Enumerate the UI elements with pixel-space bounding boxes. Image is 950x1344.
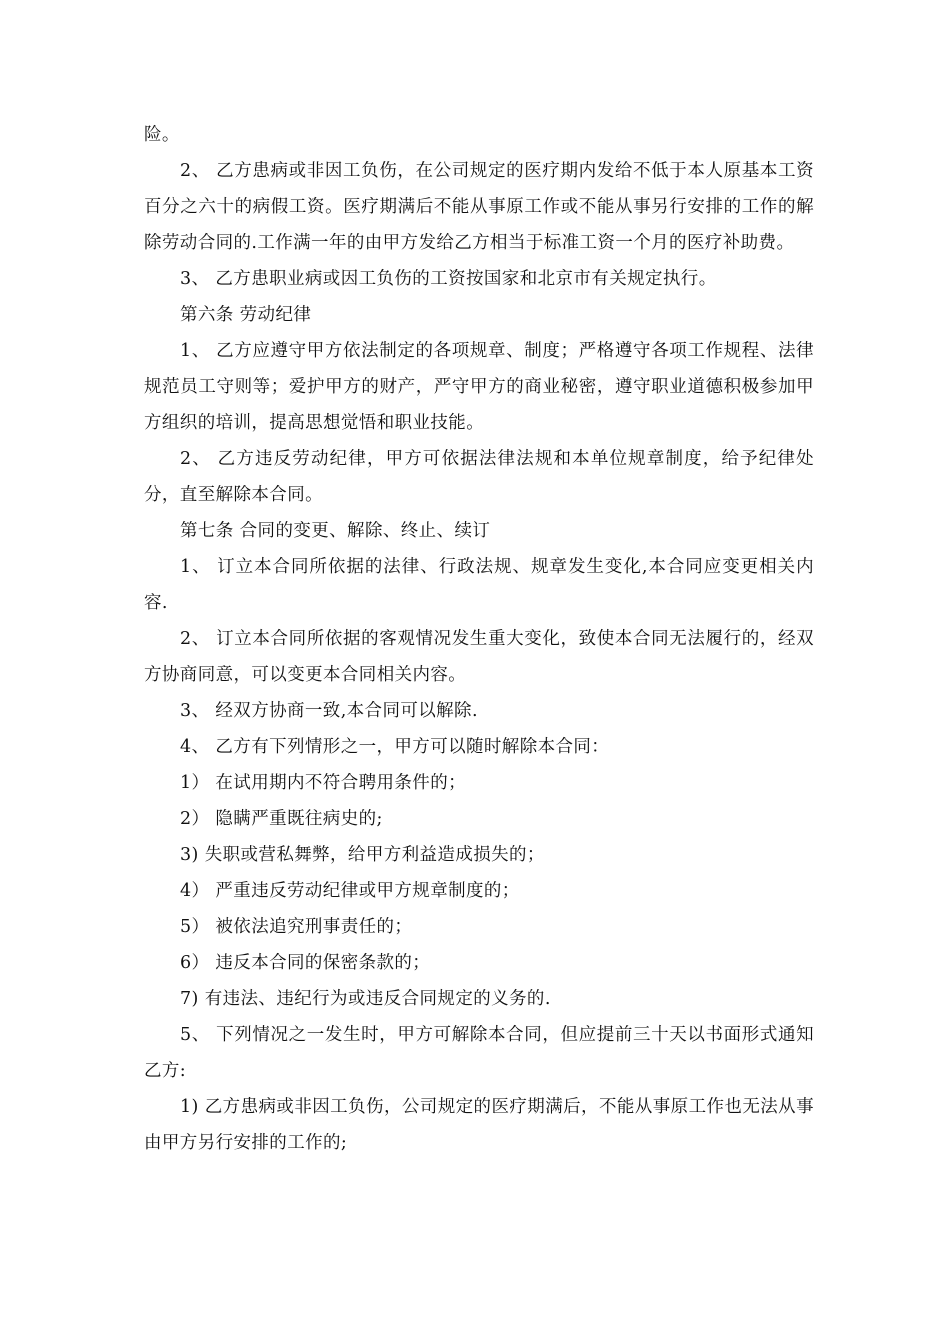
paragraph-article-7-item-4: 4、 乙方有下列情形之一，甲方可以随时解除本合同：: [180, 737, 610, 757]
paragraph-continuation: 险。: [144, 125, 180, 145]
list-item-malpractice: 3) 失职或营私舞弊，给甲方利益造成损失的；: [180, 845, 545, 865]
list-item-criminal-liability: 5） 被依法追究刑事责任的；: [180, 917, 413, 937]
paragraph-article-7-item-3: 3、 经双方协商一致,本合同可以解除.: [180, 701, 478, 721]
section-heading-article-6: 第六条 劳动纪律: [180, 305, 312, 325]
list-item-discipline-violation: 4） 严重违反劳动纪律或甲方规章制度的；: [180, 881, 520, 901]
list-item-probation: 1） 在试用期内不符合聘用条件的；: [180, 773, 466, 793]
list-item-confidentiality: 6） 违反本合同的保密条款的；: [180, 953, 431, 973]
paragraph-article-7-item-1: 1、 订立本合同所依据的法律、行政法规、规章发生变化,本合同应变更相关内容.: [144, 557, 814, 613]
section-heading-article-7: 第七条 合同的变更、解除、终止、续订: [180, 521, 491, 541]
paragraph-clause-2-sick-pay: 2、 乙方患病或非因工负伤，在公司规定的医疗期内发给不低于本人原基本工资百分之六十的病假工资。医疗期满后不能从事原工作或不能从事另行安排的工作的解除劳动合同的.工作满一年的由甲方发给乙方相当于标准工资一个月的医疗补助费。: [144, 161, 814, 253]
list-item-medical-history: 2） 隐瞒严重既往病史的;: [180, 809, 383, 829]
paragraph-article-7-item-2: 2、 订立本合同所依据的客观情况发生重大变化，致使本合同无法履行的，经双方协商同意，可以变更本合同相关内容。: [144, 629, 814, 685]
paragraph-article-6-item-1: 1、 乙方应遵守甲方依法制定的各项规章、制度；严格遵守各项工作规程、法律规范员工守则等；爱护甲方的财产，严守甲方的商业秘密，遵守职业道德积极参加甲方组织的培训，提高思想觉悟和职业技能。: [144, 341, 814, 433]
paragraph-article-7-item-5: 5、 下列情况之一发生时，甲方可解除本合同，但应提前三十天以书面形式通知乙方:: [144, 1025, 814, 1081]
document-body: [144, 117, 814, 1161]
paragraph-article-6-item-2: 2、 乙方违反劳动纪律，甲方可依据法律法规和本单位规章制度，给予纪律处分，直至解除本合同。: [144, 449, 814, 505]
list-item-obligation-breach: 7) 有违法、违纪行为或违反合同规定的义务的.: [180, 989, 551, 1009]
list-item-medical-period-expired: 1) 乙方患病或非因工负伤，公司规定的医疗期满后，不能从事原工作也无法从事由甲方另行安排的工作的;: [144, 1097, 814, 1153]
paragraph-clause-3-occupational-disease: 3、 乙方患职业病或因工负伤的工资按国家和北京市有关规定执行。: [180, 269, 717, 289]
